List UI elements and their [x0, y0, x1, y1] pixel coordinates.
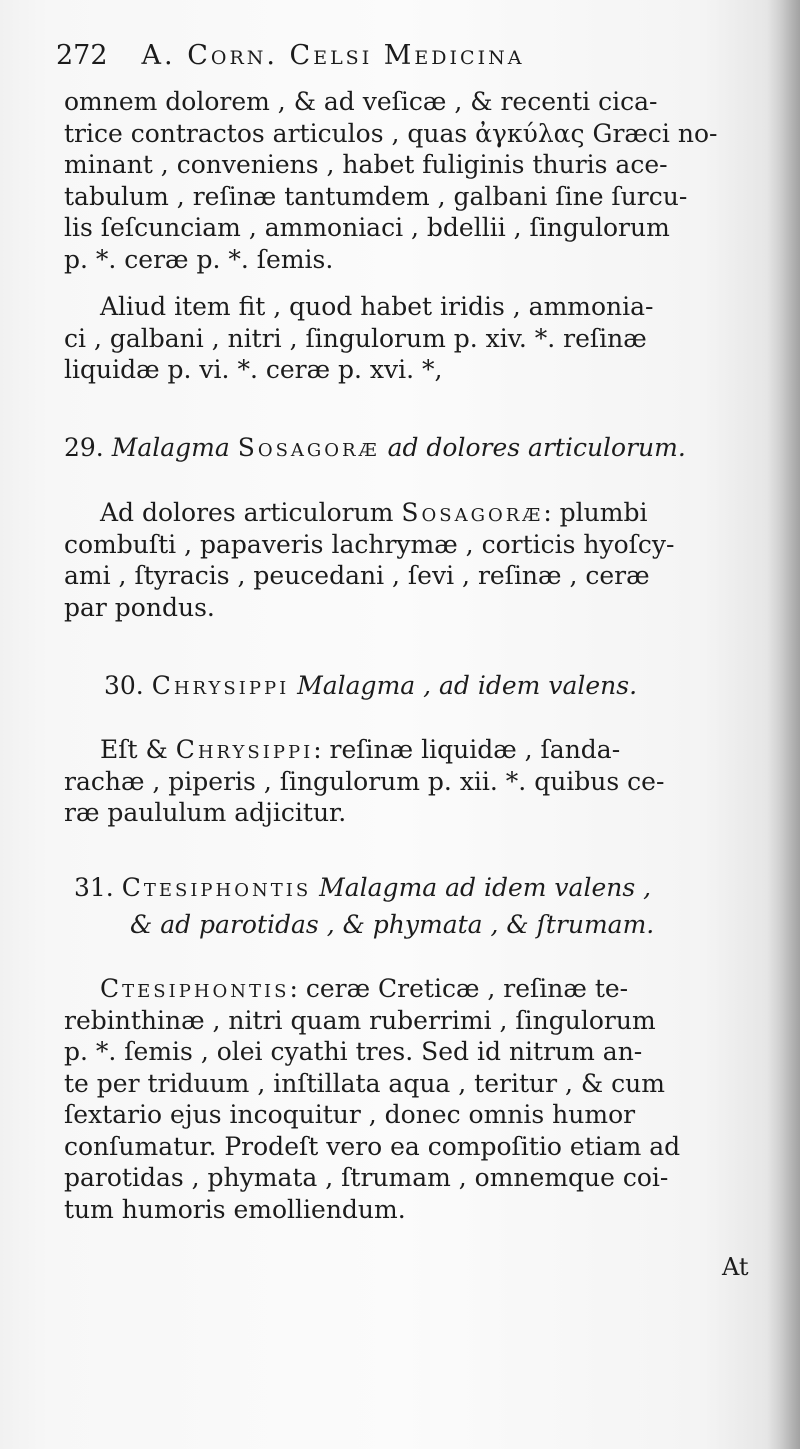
text-line: rebinthinæ , nitri quam ruberrimi , ſingulorum — [64, 1005, 656, 1035]
heading-italic: Malagma , ad idem valens. — [297, 671, 638, 700]
heading-name: Chrysippi — [151, 671, 290, 700]
text-line: parotidas , phymata , ſtrumam , omnemque coi- — [64, 1163, 669, 1192]
running-header — [56, 38, 756, 74]
text-line: par pondus. — [64, 592, 215, 622]
text-line: minant , conveniens , habet fuliginis thuris ace- — [64, 150, 668, 179]
text-run: : ceræ Creticæ , reſinæ te- — [289, 974, 629, 1003]
heading-name: Ctesiphontis — [121, 873, 312, 902]
text-line: p. *. ſemis , olei cyathi tres. Sed id nitrum an- — [64, 1037, 643, 1066]
text-run: : plumbi — [543, 498, 648, 527]
text-line: conſumatur. Prodeſt vero ea compoſitio etiam ad — [64, 1131, 681, 1161]
paragraph-sosagorae — [64, 497, 754, 623]
author-name: Ctesiphontis — [100, 974, 290, 1003]
heading-name: Sosagoræ — [237, 433, 380, 462]
section-number: 29. — [64, 433, 104, 462]
paragraph-aliud — [64, 291, 754, 386]
paragraph-chrysippi — [64, 734, 754, 829]
text-run: Ad dolores articulorum — [100, 498, 394, 527]
author-name: Chrysippi — [175, 735, 314, 764]
text-line: ræ paululum adjicitur. — [64, 798, 347, 827]
text-line: ſextario ejus incoquitur , donec omnis humor — [64, 1100, 636, 1129]
running-title: A. Corn. Celsi Medicina — [141, 40, 525, 71]
text-line: combuſti , papaveris lachrymæ , corticis hyoſcy- — [64, 529, 675, 559]
paragraph-ctesiphontis — [64, 973, 754, 1225]
section-heading-31-line2: & ad parotidas , & phymata , & ſtrumam. — [130, 910, 655, 939]
text-line — [64, 973, 754, 1005]
text-line: ci , galbani , nitri , ſingulorum p. xiv. *. reſinæ — [64, 323, 647, 353]
text-line: ami , ſtyracis , peucedani , ſevi , reſinæ , ceræ — [64, 561, 650, 590]
text-line: te per triduum , inſtillata aqua , teritur , & cum — [64, 1068, 665, 1098]
text-line: omnem dolorem , & ad veſicæ , & recenti cica- — [64, 87, 658, 116]
heading-italic: Malagma — [111, 433, 230, 462]
section-heading-29 — [64, 432, 686, 464]
section-number: 30. — [104, 671, 144, 700]
text-line: lis ſeſcunciam , ammoniaci , bdellii , ſingulorum — [64, 213, 670, 242]
heading-italic: ad dolores articulorum. — [387, 433, 686, 462]
text-line: tabulum , reſinæ tantumdem , galbani ſine ſurcu- — [64, 181, 688, 211]
author-name: Sosagoræ — [401, 498, 544, 527]
catchword: At — [722, 1253, 749, 1281]
text-line: liquidæ p. vi. *. ceræ p. xvi. *, — [64, 355, 443, 384]
section-number: 31. — [74, 873, 114, 902]
section-heading-31 — [74, 872, 651, 904]
page-edge-shadow — [766, 0, 800, 1449]
heading-italic: Malagma ad idem valens , — [319, 873, 652, 902]
page-number: 272 — [56, 40, 108, 71]
text-line — [64, 497, 754, 529]
text-line: p. *. ceræ p. *. ſemis. — [64, 244, 334, 274]
text-line: rachæ , piperis , ſingulorum p. xii. *. quibus ce- — [64, 766, 665, 796]
text-line — [64, 734, 754, 766]
text-line: tum humoris emolliendum. — [64, 1194, 406, 1224]
text-line: Aliud item fit , quod habet iridis , ammonia- — [100, 292, 654, 321]
text-run: : reſinæ liquidæ , ſanda- — [313, 735, 621, 764]
paragraph-continued — [64, 86, 754, 275]
text-run: Eſt & — [100, 735, 168, 764]
text-line: trice contractos articulos , quas ἀγκύλας Græci no- — [64, 118, 718, 148]
section-heading-30 — [104, 670, 637, 702]
